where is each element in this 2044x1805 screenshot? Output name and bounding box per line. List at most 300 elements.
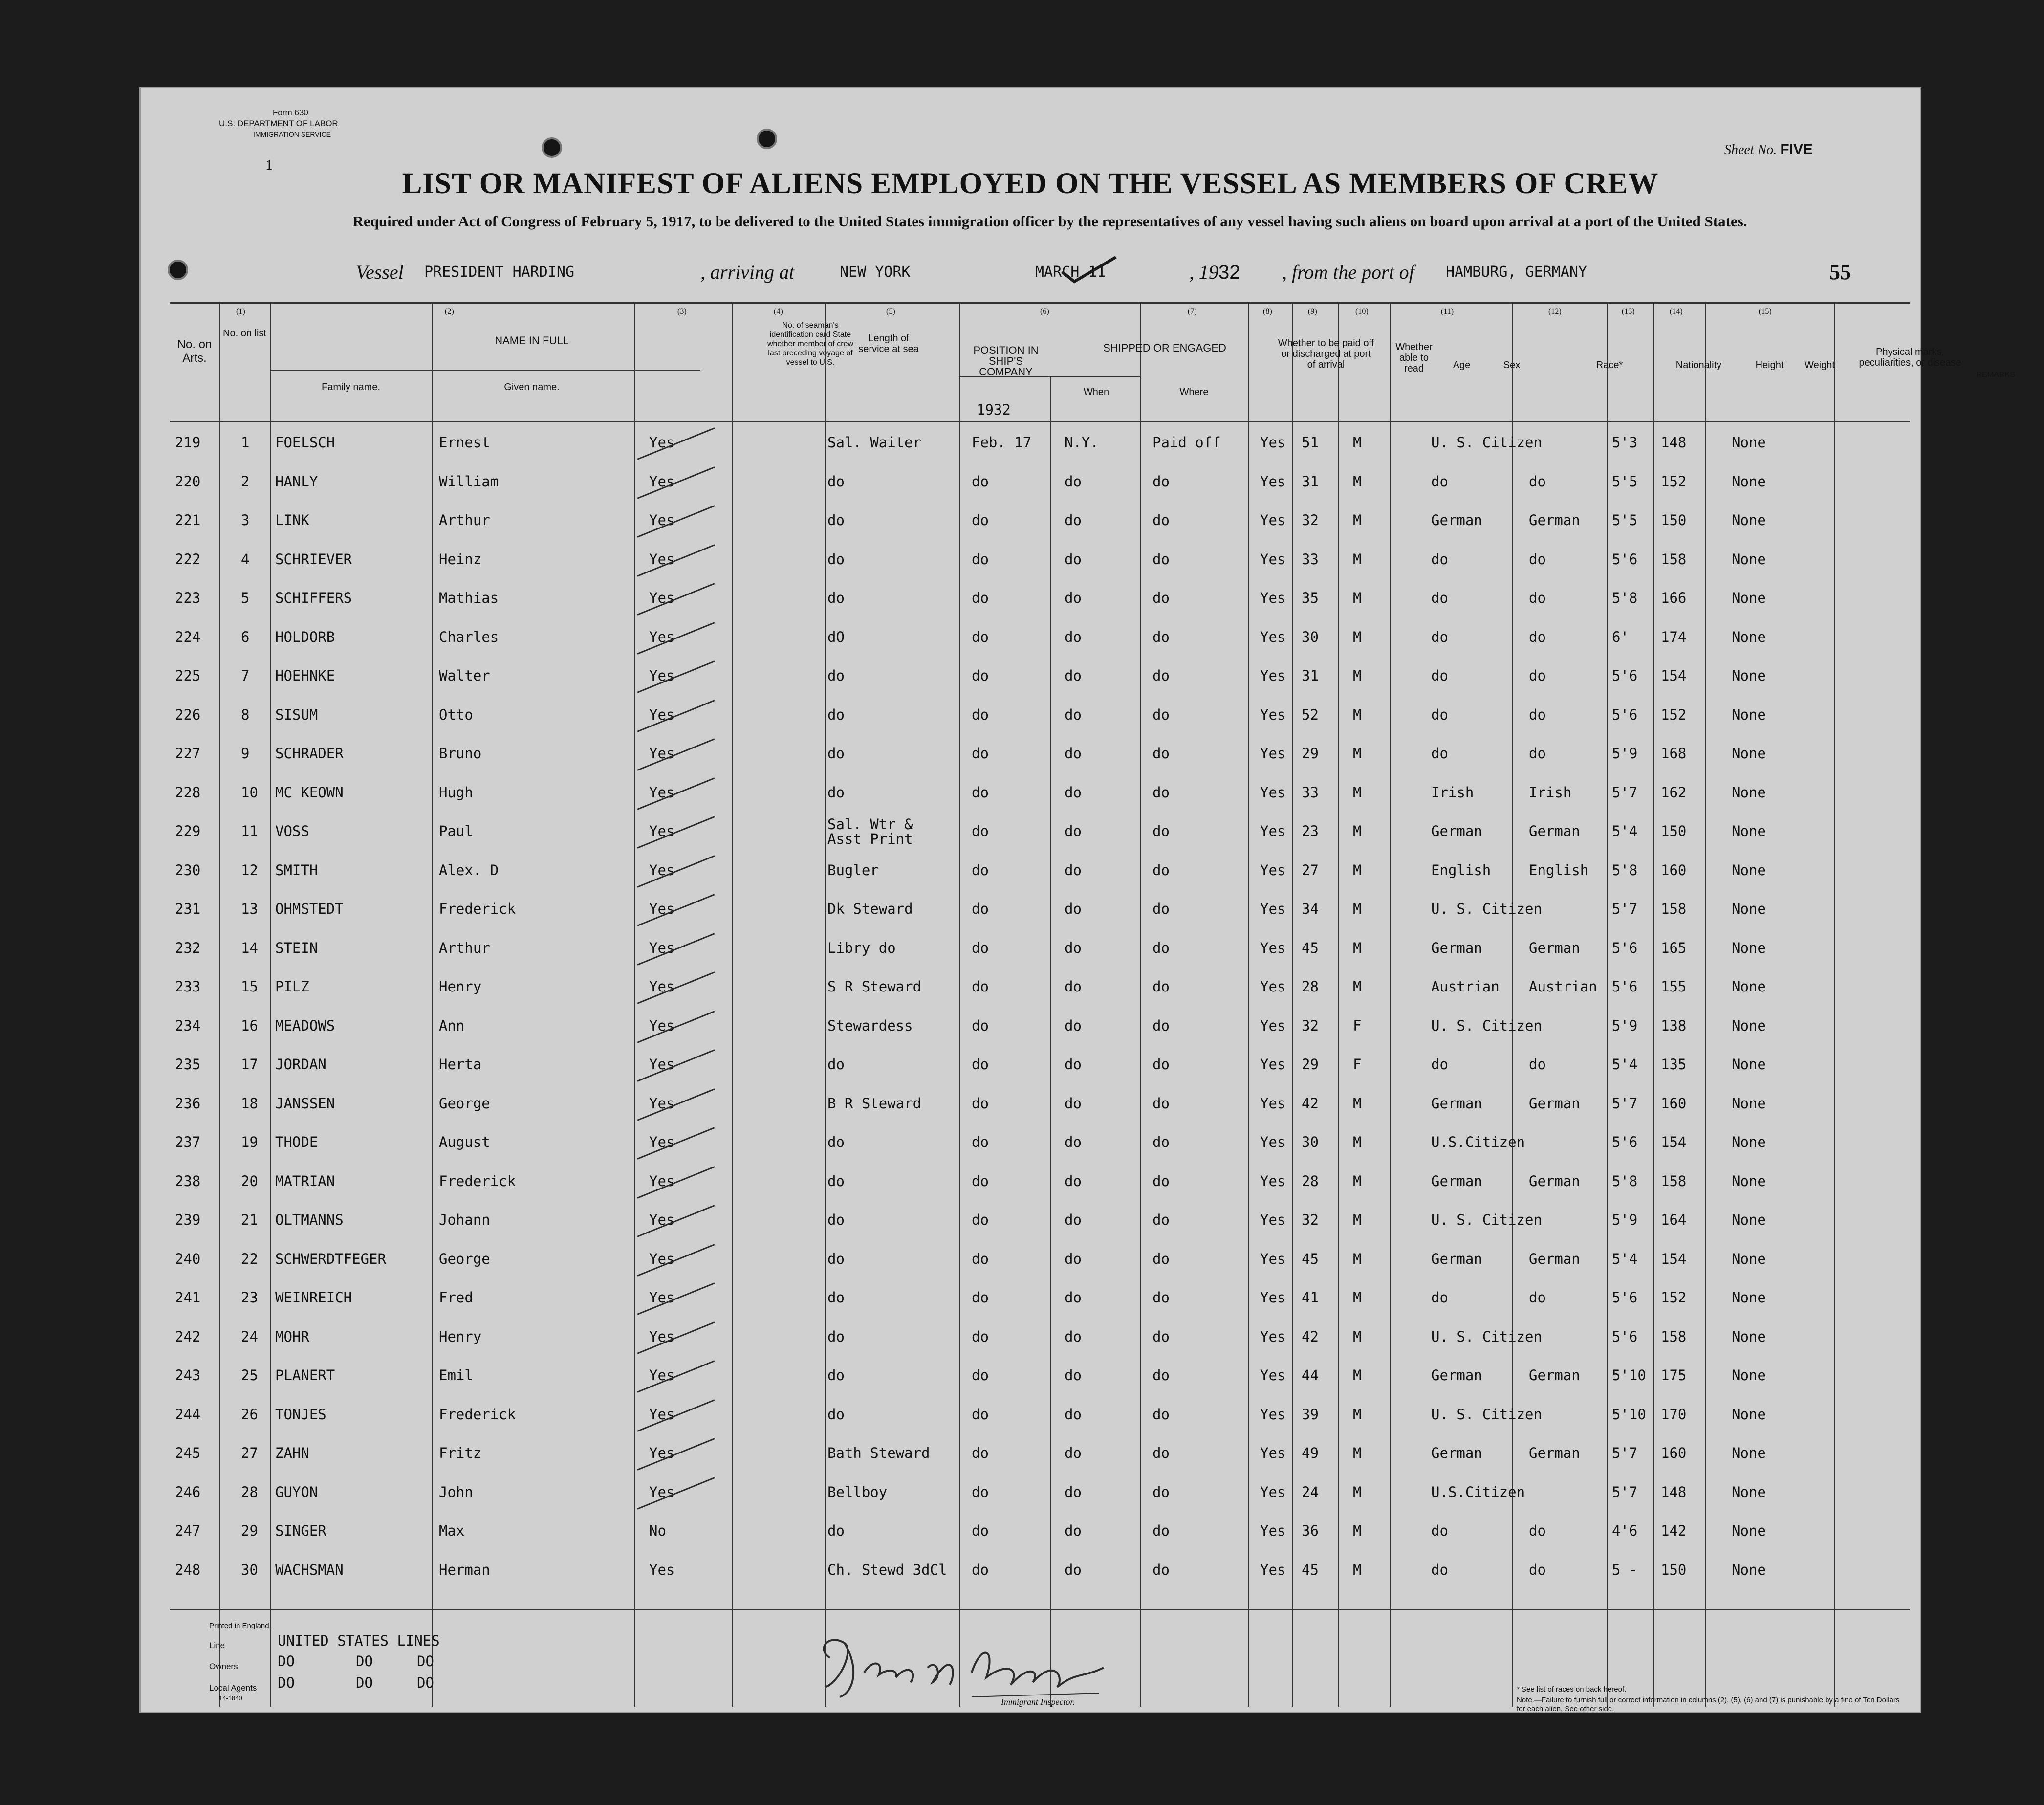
row-position: Sal. Wtr & Asst Print: [827, 816, 913, 847]
row-weight: 170: [1661, 1406, 1687, 1423]
row-sex: F: [1353, 1017, 1362, 1034]
row-shipped-where: do: [1065, 1250, 1082, 1267]
row-race: do: [1431, 590, 1448, 606]
page-subtitle: Required under Act of Congress of February 5, 1917, to be delivered to the United States immigration officer by the representatives of any vessel having such aliens on board upon arrival at a port of the United States.: [352, 213, 1747, 230]
header-age: Age: [1453, 360, 1471, 371]
row-position: do: [827, 1522, 845, 1539]
row-height: 5'8: [1612, 1172, 1638, 1189]
row-position: Stewardess: [827, 1017, 913, 1034]
row-shipped-when: Feb. 17: [972, 434, 1032, 451]
row-shipped-where: do: [1065, 1211, 1082, 1228]
row-able-to-read: Yes: [1260, 1367, 1286, 1384]
row-shipped-where: do: [1065, 1483, 1082, 1500]
row-weight: 154: [1661, 1250, 1687, 1267]
row-paid-off: do: [1152, 1172, 1170, 1189]
row-physical-marks: None: [1732, 706, 1766, 723]
row-shipped-where: do: [1065, 978, 1082, 995]
row-paid-off: do: [1152, 939, 1170, 956]
table-row: [141, 1439, 1920, 1478]
header-length-of-service: Length of service at sea: [858, 333, 919, 354]
row-given-name: August: [439, 1134, 490, 1150]
row-position: Bugler: [827, 861, 879, 879]
agents-code: 14-1840: [219, 1695, 242, 1702]
row-family-name: SCHRADER: [275, 745, 344, 762]
table-row: [141, 1361, 1920, 1400]
row-physical-marks: None: [1732, 1406, 1766, 1423]
row-height: 5'6: [1612, 939, 1638, 956]
row-weight: 155: [1661, 978, 1687, 995]
service-name: IMMIGRATION SERVICE: [253, 131, 331, 138]
row-no-on-list: 17: [241, 1056, 258, 1073]
row-able-to-read: Yes: [1260, 434, 1286, 451]
row-sex: M: [1353, 1095, 1362, 1112]
row-nationality: German: [1529, 1095, 1580, 1112]
colnum-15: (15): [1759, 308, 1772, 316]
row-given-name: Bruno: [439, 745, 482, 762]
row-shipped-when: do: [972, 1172, 989, 1189]
row-age: 42: [1302, 1328, 1319, 1345]
row-race: do: [1431, 1056, 1448, 1073]
row-weight: 138: [1661, 1017, 1687, 1034]
table-row: [141, 1400, 1920, 1439]
row-physical-marks: None: [1732, 434, 1766, 451]
row-given-name: Fred: [439, 1289, 473, 1306]
row-paid-off: do: [1152, 1017, 1170, 1034]
row-able-to-read: Yes: [1260, 667, 1286, 684]
row-family-name: MEADOWS: [275, 1017, 335, 1034]
row-able-to-read: Yes: [1260, 1289, 1286, 1306]
row-shipped-when: do: [972, 1328, 989, 1345]
row-position: do: [827, 590, 845, 606]
row-no-on-list: 19: [241, 1134, 258, 1150]
row-age: 45: [1302, 939, 1319, 956]
row-nationality: German: [1529, 939, 1580, 956]
row-nationality: English: [1529, 861, 1589, 879]
row-family-name: SCHIFFERS: [275, 590, 352, 606]
row-previous-voyage: Yes: [649, 1483, 675, 1500]
colnum-11: (11): [1441, 308, 1454, 316]
row-height: 5'6: [1612, 1134, 1638, 1150]
row-race: do: [1431, 1289, 1448, 1306]
row-weight: 154: [1661, 667, 1687, 684]
row-previous-voyage: Yes: [649, 1134, 675, 1150]
table-row: [141, 1283, 1920, 1322]
row-no-on-arts: 236: [175, 1095, 201, 1112]
row-nationality: do: [1529, 745, 1546, 762]
row-age: 29: [1302, 1056, 1319, 1073]
row-shipped-where: do: [1065, 861, 1082, 879]
row-given-name: Herta: [439, 1056, 482, 1073]
row-no-on-arts: 224: [175, 628, 201, 645]
name-divider: [270, 370, 700, 371]
owners-value-2: DO: [356, 1653, 373, 1670]
row-race: German: [1431, 1250, 1482, 1267]
row-weight: 168: [1661, 745, 1687, 762]
row-age: 44: [1302, 1367, 1319, 1384]
row-no-on-list: 8: [241, 706, 250, 723]
row-family-name: PLANERT: [275, 1367, 335, 1384]
row-position: do: [827, 1172, 845, 1189]
row-height: 5'9: [1612, 745, 1638, 762]
row-age: 42: [1302, 1095, 1319, 1112]
row-height: 5'4: [1612, 823, 1638, 839]
owners-value-1: DO: [278, 1653, 295, 1670]
header-sex: Sex: [1503, 360, 1521, 371]
row-previous-voyage: Yes: [649, 590, 675, 606]
row-shipped-when: do: [972, 901, 989, 917]
row-no-on-arts: 242: [175, 1328, 201, 1345]
row-height: 5'7: [1612, 1483, 1638, 1500]
row-paid-off: do: [1152, 1406, 1170, 1423]
row-race: do: [1431, 628, 1448, 645]
row-age: 31: [1302, 667, 1319, 684]
row-weight: 154: [1661, 1134, 1687, 1150]
row-paid-off: do: [1152, 1095, 1170, 1112]
row-given-name: Ernest: [439, 434, 490, 451]
row-position: do: [827, 784, 845, 801]
header-when: When: [1083, 387, 1109, 397]
row-shipped-when: do: [972, 1095, 989, 1112]
row-family-name: FOELSCH: [275, 434, 335, 451]
row-previous-voyage: Yes: [649, 823, 675, 839]
row-weight: 135: [1661, 1056, 1687, 1073]
row-paid-off: do: [1152, 745, 1170, 762]
table-row: [141, 1050, 1920, 1089]
row-height: 5'6: [1612, 706, 1638, 723]
header-able-to-read: Whether able to read: [1395, 342, 1433, 374]
arriving-label: , arriving at: [700, 261, 795, 283]
form-mark: 1: [265, 157, 273, 173]
vessel-label: Vessel: [356, 261, 404, 283]
row-previous-voyage: Yes: [649, 706, 675, 723]
row-position: do: [827, 745, 845, 762]
row-shipped-when: do: [972, 512, 989, 528]
row-no-on-arts: 239: [175, 1211, 201, 1228]
row-family-name: ZAHN: [275, 1445, 309, 1461]
row-shipped-where: do: [1065, 1172, 1082, 1189]
row-paid-off: do: [1152, 590, 1170, 606]
row-previous-voyage: Yes: [649, 1445, 675, 1461]
row-no-on-arts: 231: [175, 901, 201, 917]
row-shipped-when: do: [972, 1483, 989, 1500]
colnum-2: (2): [445, 308, 454, 316]
row-paid-off: do: [1152, 1522, 1170, 1539]
from-label: , from the port of: [1282, 261, 1414, 283]
row-weight: 162: [1661, 784, 1687, 801]
inspector-caption: Immigrant Inspector.: [1001, 1697, 1075, 1707]
row-position: Bath Steward: [827, 1445, 930, 1461]
row-no-on-arts: 244: [175, 1406, 201, 1423]
row-sex: M: [1353, 901, 1362, 917]
row-shipped-when: do: [972, 939, 989, 956]
table-row: [141, 1245, 1920, 1284]
row-race: Austrian: [1431, 978, 1500, 995]
row-age: 23: [1302, 823, 1319, 839]
row-physical-marks: None: [1732, 901, 1766, 917]
row-physical-marks: None: [1732, 628, 1766, 645]
row-family-name: SCHRIEVER: [275, 550, 352, 568]
row-height: 5'4: [1612, 1056, 1638, 1073]
table-bottom-border: [170, 1609, 1910, 1610]
row-able-to-read: Yes: [1260, 901, 1286, 917]
row-sex: M: [1353, 590, 1362, 606]
row-position: do: [827, 1250, 845, 1267]
row-family-name: HOLDORB: [275, 628, 335, 645]
penalty-note: Note.—Failure to furnish full or correct information in columns (2), (5), (6) and (7) is punishable by a fine of Ten Dollars for each alien. See other side.: [1517, 1696, 1900, 1713]
row-no-on-arts: 223: [175, 590, 201, 606]
row-no-on-arts: 226: [175, 706, 201, 723]
row-given-name: Johann: [439, 1211, 490, 1228]
row-weight: 150: [1661, 823, 1687, 839]
department-name: U.S. DEPARTMENT OF LABOR: [219, 119, 338, 128]
row-family-name: LINK: [275, 512, 309, 528]
row-age: 30: [1302, 1134, 1319, 1150]
row-paid-off: do: [1152, 901, 1170, 917]
header-where: Where: [1179, 387, 1209, 397]
row-paid-off: do: [1152, 823, 1170, 839]
row-able-to-read: Yes: [1260, 1134, 1286, 1150]
row-shipped-when: do: [972, 1367, 989, 1384]
inspector-signature: [810, 1629, 1113, 1702]
row-paid-off: do: [1152, 1134, 1170, 1150]
sheet-number: Sheet No. FIVE: [1724, 141, 1813, 157]
row-no-on-arts: 227: [175, 745, 201, 762]
table-top-border: [170, 302, 1910, 304]
row-weight: 165: [1661, 939, 1687, 956]
row-nationality: do: [1529, 628, 1546, 645]
row-no-on-list: 12: [241, 861, 258, 879]
row-height: 5'9: [1612, 1211, 1638, 1228]
row-previous-voyage: Yes: [649, 1056, 675, 1073]
row-able-to-read: Yes: [1260, 1017, 1286, 1034]
row-height: 5'9: [1612, 1017, 1638, 1034]
row-previous-voyage: Yes: [649, 1211, 675, 1228]
row-nationality: German: [1529, 1367, 1580, 1384]
row-no-on-list: 16: [241, 1017, 258, 1034]
punch-hole: [542, 137, 562, 158]
table-row: [141, 895, 1920, 934]
row-race: German: [1431, 1095, 1482, 1112]
row-position: do: [827, 1289, 845, 1306]
row-shipped-where: do: [1065, 590, 1082, 606]
header-family-name: Family name.: [321, 382, 381, 393]
row-position: do: [827, 1134, 845, 1150]
table-row: [141, 1012, 1920, 1051]
row-sex: M: [1353, 473, 1362, 490]
row-age: 49: [1302, 1445, 1319, 1461]
row-age: 27: [1302, 861, 1319, 879]
row-previous-voyage: Yes: [649, 861, 675, 879]
row-weight: 158: [1661, 1328, 1687, 1345]
row-sex: M: [1353, 1172, 1362, 1189]
row-weight: 150: [1661, 1561, 1687, 1578]
row-no-on-arts: 220: [175, 473, 201, 490]
row-sex: M: [1353, 550, 1362, 568]
row-age: 45: [1302, 1250, 1319, 1267]
punch-hole: [168, 260, 188, 280]
row-shipped-when: do: [972, 550, 989, 568]
row-able-to-read: Yes: [1260, 1211, 1286, 1228]
row-paid-off: do: [1152, 1250, 1170, 1267]
row-shipped-where: do: [1065, 1289, 1082, 1306]
row-shipped-where: do: [1065, 1367, 1082, 1384]
row-race: do: [1431, 745, 1448, 762]
row-nationality: German: [1529, 1250, 1580, 1267]
row-race: German: [1431, 1172, 1482, 1189]
row-height: 6': [1612, 628, 1629, 645]
row-previous-voyage: Yes: [649, 1250, 675, 1267]
row-able-to-read: Yes: [1260, 1328, 1286, 1345]
row-physical-marks: None: [1732, 1095, 1766, 1112]
row-given-name: Arthur: [439, 512, 490, 528]
line-value: UNITED STATES LINES: [278, 1632, 440, 1649]
row-no-on-list: 6: [241, 628, 250, 645]
header-no-on-list: No. on list: [223, 328, 266, 339]
row-position: do: [827, 550, 845, 568]
row-physical-marks: None: [1732, 1561, 1766, 1578]
row-nationality: German: [1529, 823, 1580, 839]
row-physical-marks: None: [1732, 1445, 1766, 1461]
row-given-name: Mathias: [439, 590, 499, 606]
row-paid-off: do: [1152, 628, 1170, 645]
row-shipped-when: do: [972, 1056, 989, 1073]
row-given-name: George: [439, 1250, 490, 1267]
row-no-on-arts: 243: [175, 1367, 201, 1384]
row-weight: 148: [1661, 434, 1687, 451]
row-no-on-list: 4: [241, 550, 250, 568]
row-paid-off: do: [1152, 706, 1170, 723]
colnum-12: (12): [1548, 308, 1562, 316]
row-position: do: [827, 1406, 845, 1423]
row-no-on-list: 14: [241, 939, 258, 956]
row-no-on-list: 7: [241, 667, 250, 684]
row-sex: M: [1353, 512, 1362, 528]
row-no-on-list: 5: [241, 590, 250, 606]
row-shipped-when: do: [972, 861, 989, 879]
row-no-on-list: 20: [241, 1172, 258, 1189]
line-label: Line: [209, 1641, 225, 1650]
row-physical-marks: None: [1732, 1134, 1766, 1150]
row-sex: M: [1353, 434, 1362, 451]
table-row: [141, 1206, 1920, 1245]
row-position: do: [827, 706, 845, 723]
row-given-name: Heinz: [439, 550, 482, 568]
row-no-on-arts: 232: [175, 939, 201, 956]
row-given-name: Charles: [439, 628, 499, 645]
row-shipped-where: do: [1065, 473, 1082, 490]
row-age: 45: [1302, 1561, 1319, 1578]
row-family-name: SINGER: [275, 1522, 326, 1539]
colnum-14: (14): [1670, 308, 1683, 316]
row-physical-marks: None: [1732, 745, 1766, 762]
row-sex: M: [1353, 861, 1362, 879]
row-given-name: Emil: [439, 1367, 473, 1384]
row-sex: M: [1353, 1289, 1362, 1306]
row-sex: M: [1353, 1561, 1362, 1578]
row-previous-voyage: Yes: [649, 784, 675, 801]
row-sex: M: [1353, 1250, 1362, 1267]
row-age: 52: [1302, 706, 1319, 723]
row-position: B R Steward: [827, 1095, 922, 1112]
row-race: U. S. Citizen: [1431, 1017, 1542, 1034]
row-physical-marks: None: [1732, 1367, 1766, 1384]
row-no-on-list: 10: [241, 784, 258, 801]
row-given-name: Ann: [439, 1017, 465, 1034]
row-height: 5'3: [1612, 434, 1638, 451]
row-shipped-when: do: [972, 473, 989, 490]
header-given-name: Given name.: [504, 382, 560, 393]
row-paid-off: do: [1152, 1367, 1170, 1384]
row-no-on-arts: 246: [175, 1483, 201, 1500]
row-nationality: German: [1529, 1172, 1580, 1189]
row-position: S R Steward: [827, 978, 922, 995]
row-race: U. S. Citizen: [1431, 1328, 1542, 1345]
row-no-on-arts: 238: [175, 1172, 201, 1189]
agents-value-1: DO: [278, 1674, 295, 1691]
row-shipped-when: do: [972, 1561, 989, 1578]
row-shipped-where: do: [1065, 1095, 1082, 1112]
row-height: 5 -: [1612, 1561, 1638, 1578]
row-sex: M: [1353, 1328, 1362, 1345]
row-no-on-list: 22: [241, 1250, 258, 1267]
row-given-name: George: [439, 1095, 490, 1112]
row-able-to-read: Yes: [1260, 1445, 1286, 1461]
colnum-13: (13): [1622, 308, 1635, 316]
row-able-to-read: Yes: [1260, 512, 1286, 528]
row-height: 5'6: [1612, 1289, 1638, 1306]
header-nationality: Nationality: [1675, 360, 1722, 371]
row-family-name: SISUM: [275, 706, 318, 723]
row-shipped-where: do: [1065, 823, 1082, 839]
row-race: German: [1431, 823, 1482, 839]
row-paid-off: do: [1152, 512, 1170, 528]
row-given-name: Henry: [439, 978, 482, 995]
row-height: 4'6: [1612, 1522, 1638, 1539]
row-shipped-when: do: [972, 1134, 989, 1150]
row-previous-voyage: Yes: [649, 512, 675, 528]
row-position: do: [827, 1367, 845, 1384]
row-family-name: MOHR: [275, 1328, 309, 1345]
row-weight: 158: [1661, 901, 1687, 917]
row-shipped-when: do: [972, 1017, 989, 1034]
row-weight: 166: [1661, 590, 1687, 606]
from-port: HAMBURG, GERMANY: [1446, 264, 1587, 281]
row-previous-voyage: Yes: [649, 1367, 675, 1384]
row-paid-off: do: [1152, 473, 1170, 490]
row-height: 5'6: [1612, 1328, 1638, 1345]
row-weight: 158: [1661, 550, 1687, 568]
row-sex: M: [1353, 1211, 1362, 1228]
row-race: do: [1431, 706, 1448, 723]
row-physical-marks: None: [1732, 978, 1766, 995]
row-sex: M: [1353, 1367, 1362, 1384]
row-shipped-where: do: [1065, 1017, 1082, 1034]
row-able-to-read: Yes: [1260, 1522, 1286, 1539]
row-weight: 175: [1661, 1367, 1687, 1384]
row-shipped-where: do: [1065, 1522, 1082, 1539]
row-previous-voyage: Yes: [649, 1289, 675, 1306]
row-family-name: GUYON: [275, 1483, 318, 1500]
row-shipped-when: do: [972, 745, 989, 762]
table-row: [141, 467, 1920, 506]
header-position: POSITION IN SHIP'S COMPANY: [973, 344, 1039, 378]
row-sex: M: [1353, 978, 1362, 995]
row-age: 31: [1302, 473, 1319, 490]
row-age: 28: [1302, 1172, 1319, 1189]
row-given-name: Otto: [439, 706, 473, 723]
row-able-to-read: Yes: [1260, 1483, 1286, 1500]
colnum-9: (9): [1308, 308, 1317, 316]
